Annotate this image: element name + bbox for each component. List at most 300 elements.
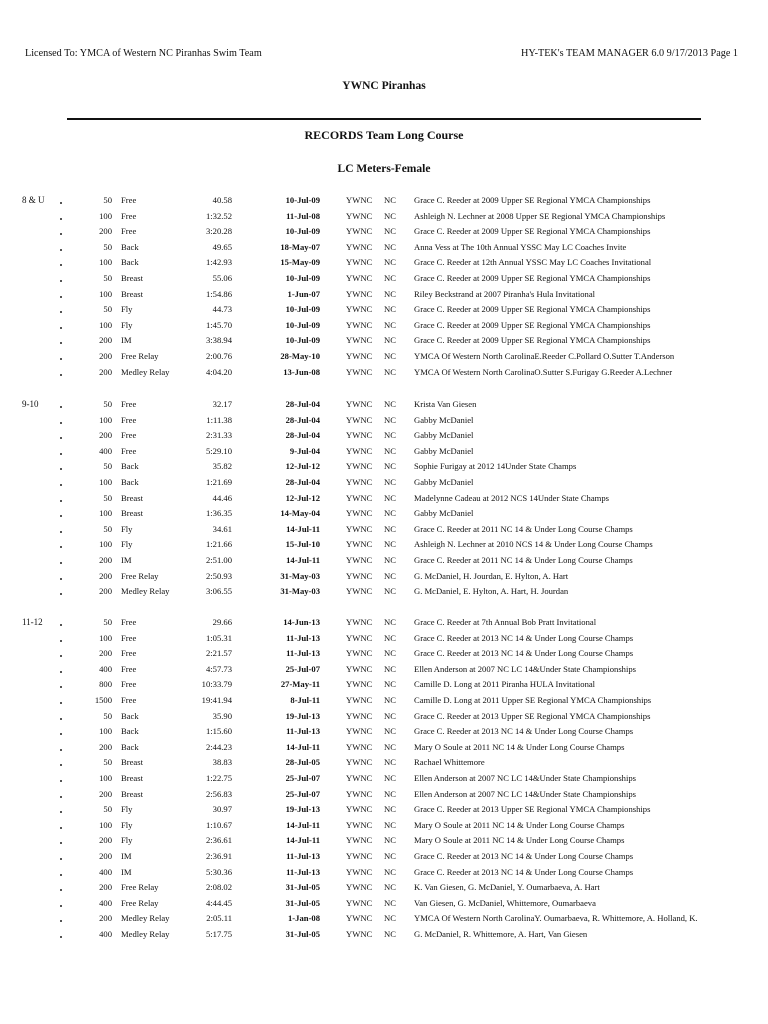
event-distance: 200 xyxy=(99,335,112,346)
event-distance: 200 xyxy=(99,835,112,846)
record-row xyxy=(0,787,768,803)
record-row xyxy=(0,880,768,896)
event-distance: 50 xyxy=(103,617,112,627)
event-stroke: Breast xyxy=(121,273,143,283)
lsc-code: NC xyxy=(384,819,396,830)
lsc-code: NC xyxy=(384,414,396,425)
event-stroke: Free xyxy=(121,195,137,205)
lsc-code: NC xyxy=(384,195,396,205)
event-distance: 200 xyxy=(99,570,112,581)
record-date: 25-Jul-07 xyxy=(285,788,320,799)
event-distance: 100 xyxy=(99,288,112,299)
lsc-code: NC xyxy=(384,866,396,877)
row-marker-dot xyxy=(60,311,62,313)
event-distance: 800 xyxy=(99,679,112,690)
row-marker-dot xyxy=(60,437,62,439)
record-row xyxy=(0,724,768,740)
record-holder: Gabby McDaniel xyxy=(414,445,474,456)
record-row xyxy=(0,833,768,849)
event-distance: 50 xyxy=(103,710,112,721)
record-time: 1:22.75 xyxy=(205,773,232,783)
row-marker-dot xyxy=(60,562,62,564)
header-divider xyxy=(67,118,701,120)
license-line: Licensed To: YMCA of Western NC Piranhas Swim Team xyxy=(25,48,262,59)
record-row xyxy=(0,349,768,365)
record-holder: Ashleigh N. Lechner at 2010 NCS 14 & Under Long Course Champs xyxy=(414,539,653,550)
event-distance: 100 xyxy=(99,319,112,330)
record-date: 14-Jul-11 xyxy=(286,523,320,534)
lsc-code: NC xyxy=(384,757,396,768)
event-stroke: Medley Relay xyxy=(121,929,170,939)
record-holder: Grace C. Reeder at 2009 Upper SE Regional YMCA Championships xyxy=(414,273,651,283)
team-code: YWNC xyxy=(346,648,373,659)
record-holder: Mary O Soule at 2011 NC 14 & Under Long Course Champs xyxy=(414,819,625,830)
record-holder: YMCA Of Western North CarolinaY. Oumarbaeva, R. Whittemore, A. Holland, K. xyxy=(414,913,698,924)
record-date: 8-Jul-11 xyxy=(290,695,320,705)
lsc-code: NC xyxy=(384,351,396,361)
team-code: YWNC xyxy=(346,304,373,315)
lsc-code: NC xyxy=(384,913,396,924)
event-distance: 100 xyxy=(99,539,112,550)
record-row xyxy=(0,444,768,460)
event-stroke: Free xyxy=(121,695,137,705)
record-time: 35.82 xyxy=(212,461,232,472)
event-stroke: Medley Relay xyxy=(121,913,170,924)
lsc-code: NC xyxy=(384,632,396,643)
event-stroke: Back xyxy=(121,257,139,268)
record-holder: Ashleigh N. Lechner at 2008 Upper SE Regional YMCA Championships xyxy=(414,210,666,221)
record-holder: G. McDaniel, R. Whittemore, A. Hart, Van Giesen xyxy=(414,929,588,939)
record-holder: Grace C. Reeder at 2013 NC 14 & Under Long Course Champs xyxy=(414,648,634,659)
record-row xyxy=(0,709,768,725)
record-time: 2:56.83 xyxy=(205,788,232,799)
record-row xyxy=(0,646,768,662)
row-marker-dot xyxy=(60,374,62,376)
record-holder: Riley Beckstrand at 2007 Piranha's Hula Invitational xyxy=(414,288,596,299)
event-distance: 400 xyxy=(99,866,112,877)
record-date: 15-Jul-10 xyxy=(285,539,320,550)
record-row xyxy=(0,631,768,647)
team-code: YWNC xyxy=(346,695,373,705)
row-marker-dot xyxy=(60,655,62,657)
team-code: YWNC xyxy=(346,241,373,252)
record-holder: Rachael Whittemore xyxy=(414,757,485,768)
event-distance: 400 xyxy=(99,663,112,674)
record-time: 1:15.60 xyxy=(205,726,232,737)
record-time: 44.46 xyxy=(212,492,232,503)
event-distance: 200 xyxy=(99,882,112,893)
team-code: YWNC xyxy=(346,414,373,425)
event-stroke: Breast xyxy=(121,492,143,503)
record-date: 31-May-03 xyxy=(280,570,320,581)
row-marker-dot xyxy=(60,546,62,548)
record-holder: G. McDaniel, E. Hylton, A. Hart, H. Jourdan xyxy=(414,586,569,597)
team-code: YWNC xyxy=(346,288,373,299)
record-date: 11-Jul-13 xyxy=(286,648,320,659)
team-code: YWNC xyxy=(346,882,373,893)
lsc-code: NC xyxy=(384,897,396,908)
team-code: YWNC xyxy=(346,866,373,877)
record-row xyxy=(0,475,768,491)
event-stroke: Fly xyxy=(121,319,133,330)
lsc-code: NC xyxy=(384,304,396,315)
event-stroke: Free Relay xyxy=(121,897,159,908)
record-time: 2:08.02 xyxy=(205,882,232,893)
record-date: 28-Jul-04 xyxy=(285,399,320,409)
record-date: 12-Jul-12 xyxy=(285,461,320,472)
record-date: 13-Jun-08 xyxy=(283,366,320,377)
record-row xyxy=(0,255,768,271)
record-holder: Camille D. Long at 2011 Upper SE Regional YMCA Championships xyxy=(414,695,652,705)
lsc-code: NC xyxy=(384,555,396,565)
record-time: 40.58 xyxy=(212,195,232,205)
event-stroke: Free xyxy=(121,663,137,674)
row-marker-dot xyxy=(60,749,62,751)
record-date: 25-Jul-07 xyxy=(285,663,320,674)
record-holder: Grace C. Reeder at 2013 NC 14 & Under Long Course Champs xyxy=(414,851,634,861)
event-stroke: Breast xyxy=(121,773,143,783)
event-distance: 400 xyxy=(99,445,112,456)
lsc-code: NC xyxy=(384,273,396,283)
event-stroke: Breast xyxy=(121,757,143,768)
event-distance: 50 xyxy=(103,461,112,472)
team-code: YWNC xyxy=(346,539,373,550)
team-code: YWNC xyxy=(346,819,373,830)
record-row xyxy=(0,459,768,475)
event-distance: 50 xyxy=(103,399,112,409)
record-holder: Grace C. Reeder at 2011 NC 14 & Under Long Course Champs xyxy=(414,555,633,565)
event-stroke: Free xyxy=(121,210,137,221)
record-time: 1:05.31 xyxy=(205,632,232,643)
row-marker-dot xyxy=(60,889,62,891)
record-date: 31-Jul-05 xyxy=(285,929,320,939)
record-row xyxy=(0,537,768,553)
record-row xyxy=(0,662,768,678)
event-stroke: Free xyxy=(121,430,137,441)
record-holder: Grace C. Reeder at 2013 NC 14 & Under Long Course Champs xyxy=(414,726,634,737)
record-time: 1:42.93 xyxy=(205,257,232,268)
record-date: 28-Jul-05 xyxy=(285,757,320,768)
event-stroke: Free xyxy=(121,445,137,456)
record-row xyxy=(0,491,768,507)
record-time: 1:32.52 xyxy=(205,210,232,221)
lsc-code: NC xyxy=(384,648,396,659)
row-marker-dot xyxy=(60,296,62,298)
record-date: 14-Jul-11 xyxy=(286,835,320,846)
row-marker-dot xyxy=(60,624,62,626)
record-time: 1:36.35 xyxy=(205,508,232,519)
lsc-code: NC xyxy=(384,430,396,441)
row-marker-dot xyxy=(60,796,62,798)
event-stroke: Back xyxy=(121,741,139,752)
record-time: 2:21.57 xyxy=(205,648,232,659)
record-date: 11-Jul-08 xyxy=(286,210,320,221)
team-code: YWNC xyxy=(346,804,373,815)
record-date: 31-May-03 xyxy=(280,586,320,597)
event-stroke: Fly xyxy=(121,804,133,815)
record-date: 28-Jul-04 xyxy=(285,414,320,425)
record-time: 3:06.55 xyxy=(205,586,232,597)
record-date: 11-Jul-13 xyxy=(286,851,320,861)
lsc-code: NC xyxy=(384,726,396,737)
lsc-code: NC xyxy=(384,288,396,299)
record-date: 10-Jul-09 xyxy=(285,335,320,346)
record-holder: Grace C. Reeder at 2009 Upper SE Regional YMCA Championships xyxy=(414,195,651,205)
event-stroke: IM xyxy=(121,866,132,877)
team-code: YWNC xyxy=(346,851,373,861)
event-distance: 200 xyxy=(99,351,112,361)
lsc-code: NC xyxy=(384,539,396,550)
lsc-code: NC xyxy=(384,663,396,674)
team-code: YWNC xyxy=(346,835,373,846)
event-stroke: Fly xyxy=(121,835,133,846)
team-code: YWNC xyxy=(346,710,373,721)
event-stroke: Back xyxy=(121,726,139,737)
record-holder: Grace C. Reeder at 2013 NC 14 & Under Long Course Champs xyxy=(414,632,634,643)
event-stroke: IM xyxy=(121,555,132,565)
lsc-code: NC xyxy=(384,445,396,456)
team-code: YWNC xyxy=(346,319,373,330)
record-time: 2:31.33 xyxy=(205,430,232,441)
record-date: 10-Jul-09 xyxy=(285,195,320,205)
record-date: 1-Jun-07 xyxy=(287,288,320,299)
record-row xyxy=(0,428,768,444)
event-distance: 100 xyxy=(99,508,112,519)
event-distance: 100 xyxy=(99,210,112,221)
row-marker-dot xyxy=(60,218,62,220)
row-marker-dot xyxy=(60,264,62,266)
record-time: 49.65 xyxy=(212,241,232,252)
record-row xyxy=(0,365,768,381)
event-distance: 100 xyxy=(99,257,112,268)
record-time: 5:30.36 xyxy=(205,866,232,877)
record-row xyxy=(0,224,768,240)
row-marker-dot xyxy=(60,936,62,938)
row-marker-dot xyxy=(60,842,62,844)
event-distance: 400 xyxy=(99,897,112,908)
team-code: YWNC xyxy=(346,210,373,221)
record-row xyxy=(0,318,768,334)
event-stroke: Medley Relay xyxy=(121,366,170,377)
lsc-code: NC xyxy=(384,257,396,268)
row-marker-dot xyxy=(60,233,62,235)
record-row xyxy=(0,865,768,881)
event-stroke: Breast xyxy=(121,288,143,299)
lsc-code: NC xyxy=(384,241,396,252)
row-marker-dot xyxy=(60,453,62,455)
record-holder: Ellen Anderson at 2007 NC LC 14&Under State Championships xyxy=(414,788,636,799)
record-date: 14-May-04 xyxy=(280,508,320,519)
record-time: 1:21.66 xyxy=(205,539,232,550)
record-holder: Madelynne Cadeau at 2012 NCS 14Under State Champs xyxy=(414,492,609,503)
record-holder: Grace C. Reeder at 2009 Upper SE Regional YMCA Championships xyxy=(414,335,651,346)
row-marker-dot xyxy=(60,202,62,204)
team-code: YWNC xyxy=(346,741,373,752)
lsc-code: NC xyxy=(384,851,396,861)
row-marker-dot xyxy=(60,531,62,533)
record-time: 1:21.69 xyxy=(205,477,232,487)
record-holder: Grace C. Reeder at 2009 Upper SE Regional YMCA Championships xyxy=(414,319,651,330)
event-distance: 200 xyxy=(99,788,112,799)
row-marker-dot xyxy=(60,780,62,782)
record-time: 2:36.91 xyxy=(205,851,232,861)
row-marker-dot xyxy=(60,874,62,876)
record-row xyxy=(0,240,768,256)
record-holder: Sophie Furigay at 2012 14Under State Champs xyxy=(414,461,577,472)
row-marker-dot xyxy=(60,827,62,829)
team-code: YWNC xyxy=(346,897,373,908)
record-row xyxy=(0,209,768,225)
record-date: 15-May-09 xyxy=(280,257,320,268)
record-holder: Gabby McDaniel xyxy=(414,477,474,487)
lsc-code: NC xyxy=(384,319,396,330)
record-holder: Grace C. Reeder at 2009 Upper SE Regional YMCA Championships xyxy=(414,304,651,315)
event-stroke: Fly xyxy=(121,304,133,315)
record-date: 14-Jul-11 xyxy=(286,741,320,752)
event-distance: 200 xyxy=(99,913,112,924)
row-marker-dot xyxy=(60,468,62,470)
record-time: 34.61 xyxy=(212,523,232,534)
team-code: YWNC xyxy=(346,226,373,237)
team-code: YWNC xyxy=(346,399,373,409)
row-marker-dot xyxy=(60,515,62,517)
record-date: 11-Jul-13 xyxy=(286,866,320,877)
event-stroke: Free Relay xyxy=(121,882,159,893)
event-distance: 50 xyxy=(103,304,112,315)
lsc-code: NC xyxy=(384,710,396,721)
record-date: 9-Jul-04 xyxy=(289,445,320,456)
record-holder: Ellen Anderson at 2007 NC LC 14&Under State Championships xyxy=(414,663,636,674)
record-time: 5:17.75 xyxy=(205,929,232,939)
record-time: 38.83 xyxy=(212,757,232,768)
event-distance: 100 xyxy=(99,819,112,830)
record-date: 14-Jul-11 xyxy=(286,555,320,565)
row-marker-dot xyxy=(60,733,62,735)
record-holder: Anna Vess at The 10th Annual YSSC May LC Coaches Invite xyxy=(414,241,627,252)
record-date: 18-May-07 xyxy=(280,241,320,252)
event-distance: 100 xyxy=(99,632,112,643)
record-holder: Krista Van Giesen xyxy=(414,399,477,409)
event-stroke: Free xyxy=(121,679,137,690)
event-distance: 50 xyxy=(103,804,112,815)
lsc-code: NC xyxy=(384,695,396,705)
row-marker-dot xyxy=(60,593,62,595)
record-time: 10:33.79 xyxy=(201,679,232,690)
team-code: YWNC xyxy=(346,570,373,581)
event-stroke: Fly xyxy=(121,539,133,550)
record-time: 1:10.67 xyxy=(205,819,232,830)
software-page-line: HY-TEK's TEAM MANAGER 6.0 9/17/2013 Page 1 xyxy=(521,48,738,59)
event-distance: 1500 xyxy=(94,695,112,705)
event-stroke: Back xyxy=(121,477,139,487)
row-marker-dot xyxy=(60,578,62,580)
row-marker-dot xyxy=(60,811,62,813)
row-marker-dot xyxy=(60,718,62,720)
report-title: RECORDS Team Long Course xyxy=(304,128,464,142)
team-code: YWNC xyxy=(346,726,373,737)
event-distance: 200 xyxy=(99,430,112,441)
record-holder: Gabby McDaniel xyxy=(414,430,474,441)
lsc-code: NC xyxy=(384,570,396,581)
event-distance: 100 xyxy=(99,414,112,425)
event-distance: 200 xyxy=(99,648,112,659)
team-code: YWNC xyxy=(346,492,373,503)
lsc-code: NC xyxy=(384,477,396,487)
lsc-code: NC xyxy=(384,741,396,752)
record-holder: Grace C. Reeder at 2013 Upper SE Regional YMCA Championships xyxy=(414,804,651,815)
record-row xyxy=(0,693,768,709)
lsc-code: NC xyxy=(384,773,396,783)
lsc-code: NC xyxy=(384,586,396,597)
event-stroke: Breast xyxy=(121,508,143,519)
row-marker-dot xyxy=(60,702,62,704)
lsc-code: NC xyxy=(384,508,396,519)
lsc-code: NC xyxy=(384,210,396,221)
event-stroke: Fly xyxy=(121,523,133,534)
record-time: 4:44.45 xyxy=(205,897,232,908)
event-distance: 100 xyxy=(99,726,112,737)
record-row xyxy=(0,193,768,209)
record-date: 19-Jul-13 xyxy=(285,710,320,721)
team-code: YWNC xyxy=(346,913,373,924)
record-row xyxy=(0,911,768,927)
record-holder: Grace C. Reeder at 7th Annual Bob Pratt Invitational xyxy=(414,617,597,627)
record-date: 11-Jul-13 xyxy=(286,726,320,737)
record-date: 28-Jul-04 xyxy=(285,430,320,441)
row-marker-dot xyxy=(60,920,62,922)
report-subtitle: LC Meters-Female xyxy=(337,163,431,175)
record-time: 30.97 xyxy=(212,804,232,815)
row-marker-dot xyxy=(60,858,62,860)
record-row xyxy=(0,896,768,912)
lsc-code: NC xyxy=(384,929,396,939)
event-distance: 100 xyxy=(99,477,112,487)
team-code: YWNC xyxy=(346,679,373,690)
lsc-code: NC xyxy=(384,226,396,237)
event-distance: 200 xyxy=(99,366,112,377)
record-holder: Grace C. Reeder at 2013 Upper SE Regional YMCA Championships xyxy=(414,710,651,721)
event-distance: 200 xyxy=(99,555,112,565)
event-distance: 50 xyxy=(103,241,112,252)
event-stroke: Free xyxy=(121,617,137,627)
team-code: YWNC xyxy=(346,430,373,441)
record-row xyxy=(0,271,768,287)
record-time: 19:41.94 xyxy=(201,695,232,705)
record-holder: Grace C. Reeder at 2011 NC 14 & Under Long Course Champs xyxy=(414,523,633,534)
row-marker-dot xyxy=(60,500,62,502)
record-date: 10-Jul-09 xyxy=(285,273,320,283)
record-holder: G. McDaniel, H. Jourdan, E. Hylton, A. Hart xyxy=(414,570,569,581)
age-group-label: 8 & U xyxy=(22,195,45,205)
row-marker-dot xyxy=(60,406,62,408)
event-distance: 100 xyxy=(99,773,112,783)
lsc-code: NC xyxy=(384,492,396,503)
team-code: YWNC xyxy=(346,757,373,768)
record-time: 35.90 xyxy=(212,710,232,721)
team-code: YWNC xyxy=(346,477,373,487)
event-stroke: Free xyxy=(121,226,137,237)
record-row xyxy=(0,740,768,756)
event-distance: 50 xyxy=(103,523,112,534)
record-holder: YMCA Of Western North CarolinaE.Reeder C.Pollard O.Sutter T.Anderson xyxy=(414,351,675,361)
team-code: YWNC xyxy=(346,523,373,534)
record-row xyxy=(0,522,768,538)
record-row xyxy=(0,413,768,429)
record-row xyxy=(0,802,768,818)
lsc-code: NC xyxy=(384,804,396,815)
team-code: YWNC xyxy=(346,257,373,268)
team-code: YWNC xyxy=(346,663,373,674)
